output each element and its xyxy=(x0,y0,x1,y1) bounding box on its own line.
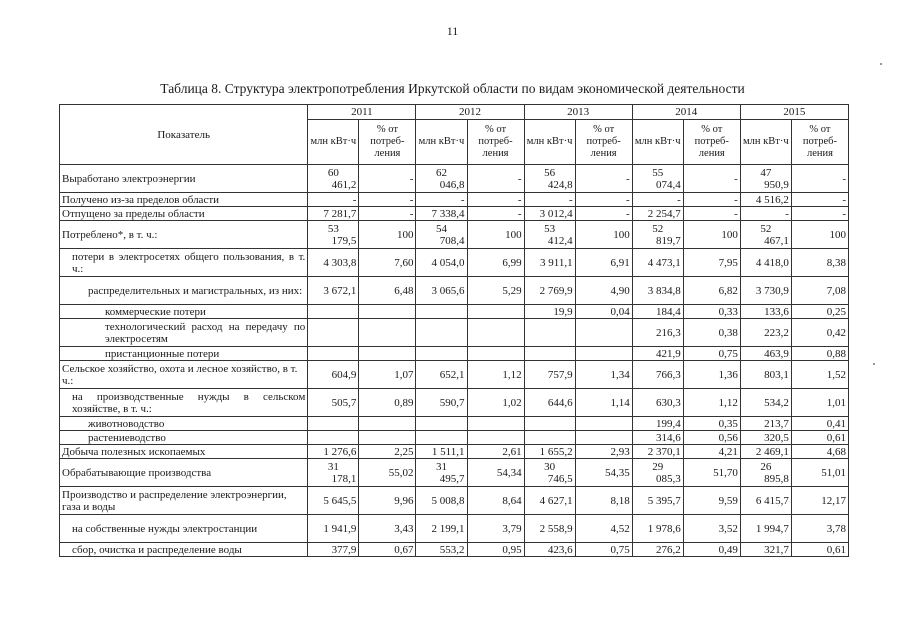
value-mln-kwh-cell: 184,4 xyxy=(632,305,683,319)
value-percent-cell: 100 xyxy=(575,221,632,249)
value-mln-kwh-cell: 314,6 xyxy=(632,431,683,445)
value-mln-kwh-cell: 757,9 xyxy=(524,361,575,389)
table-row xyxy=(60,193,849,207)
value-mln-kwh-cell: 3 911,1 xyxy=(524,249,575,277)
value-mln-kwh-cell: 1 276,6 xyxy=(308,445,359,459)
value-mln-kwh-cell: 5 008,8 xyxy=(416,487,467,515)
value-mln-kwh-cell: 803,1 xyxy=(740,361,791,389)
table-body xyxy=(60,165,849,557)
value-mln-kwh-cell: 1 978,6 xyxy=(632,515,683,543)
value-percent-cell: 54,35 xyxy=(575,459,632,487)
value-mln-kwh-cell: 2 199,1 xyxy=(416,515,467,543)
year-header: 2015 xyxy=(740,105,848,120)
table-row xyxy=(60,347,849,361)
value-percent-cell: 8,38 xyxy=(791,249,848,277)
value-percent-cell xyxy=(467,347,524,361)
row-indicator-label: Производство и распределение электроэнергии, газа и воды xyxy=(60,487,308,515)
row-indicator-label: Сельское хозяйство, охота и лесное хозяйство, в т. ч.: xyxy=(60,361,308,389)
value-mln-kwh-cell: 7 281,7 xyxy=(308,207,359,221)
value-mln-kwh-cell: 7 338,4 xyxy=(416,207,467,221)
value-mln-kwh-cell: 47 950,9 xyxy=(740,165,791,193)
table-title: Таблица 8. Структура электропотребления Иркутской области по видам экономической деятельности xyxy=(160,81,745,96)
value-percent-cell xyxy=(575,319,632,347)
value-mln-kwh-cell: 5 395,7 xyxy=(632,487,683,515)
scan-speck xyxy=(880,63,882,65)
value-mln-kwh-cell: 2 769,9 xyxy=(524,277,575,305)
value-percent-cell: 8,64 xyxy=(467,487,524,515)
value-mln-kwh-cell: - xyxy=(524,193,575,207)
value-mln-kwh-cell: 223,2 xyxy=(740,319,791,347)
value-percent-cell: 1,02 xyxy=(467,389,524,417)
value-mln-kwh-cell: 4 303,8 xyxy=(308,249,359,277)
value-percent-cell: 2,61 xyxy=(467,445,524,459)
value-mln-kwh-cell: 4 516,2 xyxy=(740,193,791,207)
row-indicator-label: животноводство xyxy=(60,417,308,431)
value-mln-kwh-cell xyxy=(308,431,359,445)
value-mln-kwh-cell: 31 178,1 xyxy=(308,459,359,487)
value-percent-cell: - xyxy=(467,207,524,221)
year-header: 2012 xyxy=(416,105,524,120)
value-mln-kwh-cell: 55 074,4 xyxy=(632,165,683,193)
value-mln-kwh-cell: 4 054,0 xyxy=(416,249,467,277)
value-percent-cell: - xyxy=(359,165,416,193)
row-indicator-label: растениеводство xyxy=(60,431,308,445)
value-mln-kwh-cell xyxy=(308,417,359,431)
value-percent-cell: 0,61 xyxy=(791,431,848,445)
unit-header-mln-kwh: млн кВт·ч xyxy=(416,120,467,165)
value-percent-cell: 8,18 xyxy=(575,487,632,515)
value-mln-kwh-cell: 766,3 xyxy=(632,361,683,389)
value-mln-kwh-cell xyxy=(308,319,359,347)
value-percent-cell: 1,07 xyxy=(359,361,416,389)
row-indicator-label: Добыча полезных ископаемых xyxy=(60,445,308,459)
value-mln-kwh-cell: 31 495,7 xyxy=(416,459,467,487)
value-mln-kwh-cell: 463,9 xyxy=(740,347,791,361)
value-percent-cell: 2,93 xyxy=(575,445,632,459)
year-header: 2011 xyxy=(308,105,416,120)
row-indicator-label: Выработано электроэнергии xyxy=(60,165,308,193)
value-percent-cell: 100 xyxy=(359,221,416,249)
value-percent-cell: 0,88 xyxy=(791,347,848,361)
value-percent-cell xyxy=(359,319,416,347)
value-percent-cell: 4,90 xyxy=(575,277,632,305)
value-mln-kwh-cell: 26 895,8 xyxy=(740,459,791,487)
value-percent-cell: 0,35 xyxy=(683,417,740,431)
value-percent-cell: 1,36 xyxy=(683,361,740,389)
table-row xyxy=(60,165,849,193)
value-percent-cell: 0,75 xyxy=(575,543,632,557)
value-percent-cell: 9,59 xyxy=(683,487,740,515)
table-row xyxy=(60,207,849,221)
value-mln-kwh-cell: 4 418,0 xyxy=(740,249,791,277)
value-percent-cell: - xyxy=(467,165,524,193)
value-percent-cell: - xyxy=(791,165,848,193)
value-percent-cell: 7,60 xyxy=(359,249,416,277)
scan-speck xyxy=(873,363,875,365)
value-mln-kwh-cell: 53 412,4 xyxy=(524,221,575,249)
value-percent-cell: 1,52 xyxy=(791,361,848,389)
value-mln-kwh-cell: 1 655,2 xyxy=(524,445,575,459)
value-percent-cell: 0,75 xyxy=(683,347,740,361)
value-percent-cell: 0,42 xyxy=(791,319,848,347)
value-mln-kwh-cell: 2 370,1 xyxy=(632,445,683,459)
table-row xyxy=(60,487,849,515)
indicator-column-header: Показатель xyxy=(60,105,308,165)
value-mln-kwh-cell xyxy=(416,347,467,361)
value-percent-cell: 6,48 xyxy=(359,277,416,305)
value-percent-cell: 100 xyxy=(791,221,848,249)
value-percent-cell: 51,70 xyxy=(683,459,740,487)
value-mln-kwh-cell: 534,2 xyxy=(740,389,791,417)
value-mln-kwh-cell: 52 467,1 xyxy=(740,221,791,249)
value-mln-kwh-cell: 213,7 xyxy=(740,417,791,431)
value-mln-kwh-cell: 276,2 xyxy=(632,543,683,557)
value-mln-kwh-cell: 321,7 xyxy=(740,543,791,557)
value-mln-kwh-cell: 604,9 xyxy=(308,361,359,389)
row-indicator-label: Получено из-за пределов области xyxy=(60,193,308,207)
value-mln-kwh-cell: 320,5 xyxy=(740,431,791,445)
value-mln-kwh-cell: 1 511,1 xyxy=(416,445,467,459)
value-percent-cell: 0,89 xyxy=(359,389,416,417)
value-mln-kwh-cell: 590,7 xyxy=(416,389,467,417)
value-percent-cell: - xyxy=(467,193,524,207)
value-percent-cell: 0,61 xyxy=(791,543,848,557)
unit-header-mln-kwh: млн кВт·ч xyxy=(740,120,791,165)
value-mln-kwh-cell: - xyxy=(740,207,791,221)
value-percent-cell: 6,91 xyxy=(575,249,632,277)
table-row xyxy=(60,221,849,249)
value-mln-kwh-cell: 423,6 xyxy=(524,543,575,557)
value-percent-cell: - xyxy=(359,207,416,221)
unit-header-mln-kwh: млн кВт·ч xyxy=(308,120,359,165)
value-percent-cell: 54,34 xyxy=(467,459,524,487)
row-indicator-label: на собственные нужды электростанции xyxy=(60,515,308,543)
value-percent-cell: 12,17 xyxy=(791,487,848,515)
value-percent-cell xyxy=(359,305,416,319)
value-mln-kwh-cell: 421,9 xyxy=(632,347,683,361)
value-percent-cell: 0,95 xyxy=(467,543,524,557)
value-mln-kwh-cell: 133,6 xyxy=(740,305,791,319)
table-row xyxy=(60,431,849,445)
value-mln-kwh-cell: 630,3 xyxy=(632,389,683,417)
value-percent-cell: 0,25 xyxy=(791,305,848,319)
row-indicator-label: коммерческие потери xyxy=(60,305,308,319)
table-row xyxy=(60,249,849,277)
value-percent-cell: 7,08 xyxy=(791,277,848,305)
value-percent-cell xyxy=(359,431,416,445)
value-mln-kwh-cell: 19,9 xyxy=(524,305,575,319)
value-mln-kwh-cell: 30 746,5 xyxy=(524,459,575,487)
year-header: 2013 xyxy=(524,105,632,120)
value-mln-kwh-cell xyxy=(524,319,575,347)
unit-header-percent: % от потреб-ления xyxy=(791,120,848,165)
row-indicator-label: потери в электросетях общего пользования, в т. ч.: xyxy=(60,249,308,277)
value-percent-cell: 6,99 xyxy=(467,249,524,277)
value-mln-kwh-cell: - xyxy=(416,193,467,207)
value-mln-kwh-cell: 652,1 xyxy=(416,361,467,389)
row-indicator-label: Обрабатывающие производства xyxy=(60,459,308,487)
value-mln-kwh-cell: 60 461,2 xyxy=(308,165,359,193)
value-percent-cell: - xyxy=(683,193,740,207)
value-mln-kwh-cell: 62 046,8 xyxy=(416,165,467,193)
value-mln-kwh-cell: 6 415,7 xyxy=(740,487,791,515)
row-indicator-label: на производственные нужды в сельском хозяйстве, в т. ч.: xyxy=(60,389,308,417)
value-mln-kwh-cell: 29 085,3 xyxy=(632,459,683,487)
table-row xyxy=(60,319,849,347)
value-percent-cell: 0,38 xyxy=(683,319,740,347)
unit-header-mln-kwh: млн кВт·ч xyxy=(632,120,683,165)
value-percent-cell xyxy=(359,347,416,361)
value-percent-cell: 0,41 xyxy=(791,417,848,431)
value-percent-cell xyxy=(575,431,632,445)
value-percent-cell: - xyxy=(791,207,848,221)
unit-header-percent: % от потреб-ления xyxy=(359,120,416,165)
value-mln-kwh-cell xyxy=(416,431,467,445)
value-percent-cell: 1,12 xyxy=(467,361,524,389)
value-mln-kwh-cell: 553,2 xyxy=(416,543,467,557)
table-row xyxy=(60,459,849,487)
table-row xyxy=(60,417,849,431)
value-mln-kwh-cell: 4 473,1 xyxy=(632,249,683,277)
value-percent-cell: 3,52 xyxy=(683,515,740,543)
row-indicator-label: распределительных и магистральных, из них: xyxy=(60,277,308,305)
value-percent-cell xyxy=(467,319,524,347)
electricity-consumption-table xyxy=(59,104,849,557)
table-row xyxy=(60,389,849,417)
value-mln-kwh-cell: - xyxy=(308,193,359,207)
value-percent-cell: 51,01 xyxy=(791,459,848,487)
value-mln-kwh-cell: 199,4 xyxy=(632,417,683,431)
value-mln-kwh-cell: 644,6 xyxy=(524,389,575,417)
value-percent-cell: 0,33 xyxy=(683,305,740,319)
row-indicator-label: Отпущено за пределы области xyxy=(60,207,308,221)
value-percent-cell: 4,68 xyxy=(791,445,848,459)
value-percent-cell: 100 xyxy=(683,221,740,249)
row-indicator-label: сбор, очистка и распределение воды xyxy=(60,543,308,557)
value-mln-kwh-cell: 52 819,7 xyxy=(632,221,683,249)
value-mln-kwh-cell xyxy=(416,305,467,319)
value-mln-kwh-cell xyxy=(308,347,359,361)
value-percent-cell: 5,29 xyxy=(467,277,524,305)
value-mln-kwh-cell: 5 645,5 xyxy=(308,487,359,515)
value-percent-cell: 0,49 xyxy=(683,543,740,557)
table-row xyxy=(60,277,849,305)
value-percent-cell: 1,34 xyxy=(575,361,632,389)
value-percent-cell: - xyxy=(359,193,416,207)
value-percent-cell xyxy=(467,417,524,431)
value-mln-kwh-cell: 2 558,9 xyxy=(524,515,575,543)
value-mln-kwh-cell: 4 627,1 xyxy=(524,487,575,515)
value-mln-kwh-cell xyxy=(308,305,359,319)
value-mln-kwh-cell: 54 708,4 xyxy=(416,221,467,249)
value-mln-kwh-cell: 216,3 xyxy=(632,319,683,347)
page-number: 11 xyxy=(446,24,459,38)
value-percent-cell: - xyxy=(791,193,848,207)
value-mln-kwh-cell xyxy=(416,417,467,431)
value-percent-cell: 1,12 xyxy=(683,389,740,417)
year-header: 2014 xyxy=(632,105,740,120)
row-indicator-label: пристанционные потери xyxy=(60,347,308,361)
value-mln-kwh-cell: 56 424,8 xyxy=(524,165,575,193)
row-indicator-label: технологический расход на передачу по электросетям xyxy=(60,319,308,347)
value-percent-cell: 100 xyxy=(467,221,524,249)
value-percent-cell: - xyxy=(683,207,740,221)
value-percent-cell: 0,67 xyxy=(359,543,416,557)
value-mln-kwh-cell: 2 469,1 xyxy=(740,445,791,459)
value-mln-kwh-cell: - xyxy=(632,193,683,207)
value-mln-kwh-cell: 53 179,5 xyxy=(308,221,359,249)
value-percent-cell: - xyxy=(575,193,632,207)
value-mln-kwh-cell xyxy=(416,319,467,347)
value-percent-cell: - xyxy=(575,165,632,193)
unit-header-percent: % от потреб-ления xyxy=(575,120,632,165)
value-percent-cell: 6,82 xyxy=(683,277,740,305)
value-percent-cell: 3,43 xyxy=(359,515,416,543)
value-mln-kwh-cell: 1 994,7 xyxy=(740,515,791,543)
unit-header-percent: % от потреб-ления xyxy=(467,120,524,165)
table-row xyxy=(60,445,849,459)
value-mln-kwh-cell: 2 254,7 xyxy=(632,207,683,221)
value-percent-cell xyxy=(359,417,416,431)
unit-header-mln-kwh: млн кВт·ч xyxy=(524,120,575,165)
value-percent-cell xyxy=(575,347,632,361)
row-indicator-label: Потреблено*, в т. ч.: xyxy=(60,221,308,249)
value-percent-cell xyxy=(467,431,524,445)
value-percent-cell xyxy=(575,417,632,431)
value-percent-cell: - xyxy=(575,207,632,221)
value-percent-cell: 7,95 xyxy=(683,249,740,277)
value-mln-kwh-cell: 1 941,9 xyxy=(308,515,359,543)
unit-header-percent: % от потреб-ления xyxy=(683,120,740,165)
value-percent-cell: 1,14 xyxy=(575,389,632,417)
value-mln-kwh-cell: 3 065,6 xyxy=(416,277,467,305)
value-percent-cell: 3,79 xyxy=(467,515,524,543)
value-percent-cell: 55,02 xyxy=(359,459,416,487)
table-row xyxy=(60,543,849,557)
value-percent-cell: 2,25 xyxy=(359,445,416,459)
value-mln-kwh-cell: 377,9 xyxy=(308,543,359,557)
value-percent-cell: 4,21 xyxy=(683,445,740,459)
value-percent-cell xyxy=(467,305,524,319)
table-row xyxy=(60,305,849,319)
value-percent-cell: 3,78 xyxy=(791,515,848,543)
value-mln-kwh-cell xyxy=(524,417,575,431)
value-percent-cell: - xyxy=(683,165,740,193)
value-mln-kwh-cell: 3 012,4 xyxy=(524,207,575,221)
table-row xyxy=(60,361,849,389)
value-percent-cell: 0,56 xyxy=(683,431,740,445)
value-mln-kwh-cell: 3 672,1 xyxy=(308,277,359,305)
value-mln-kwh-cell: 505,7 xyxy=(308,389,359,417)
value-percent-cell: 1,01 xyxy=(791,389,848,417)
value-mln-kwh-cell: 3 834,8 xyxy=(632,277,683,305)
value-mln-kwh-cell: 3 730,9 xyxy=(740,277,791,305)
table-row xyxy=(60,515,849,543)
value-percent-cell: 9,96 xyxy=(359,487,416,515)
value-percent-cell: 4,52 xyxy=(575,515,632,543)
value-percent-cell: 0,04 xyxy=(575,305,632,319)
value-mln-kwh-cell xyxy=(524,431,575,445)
value-mln-kwh-cell xyxy=(524,347,575,361)
